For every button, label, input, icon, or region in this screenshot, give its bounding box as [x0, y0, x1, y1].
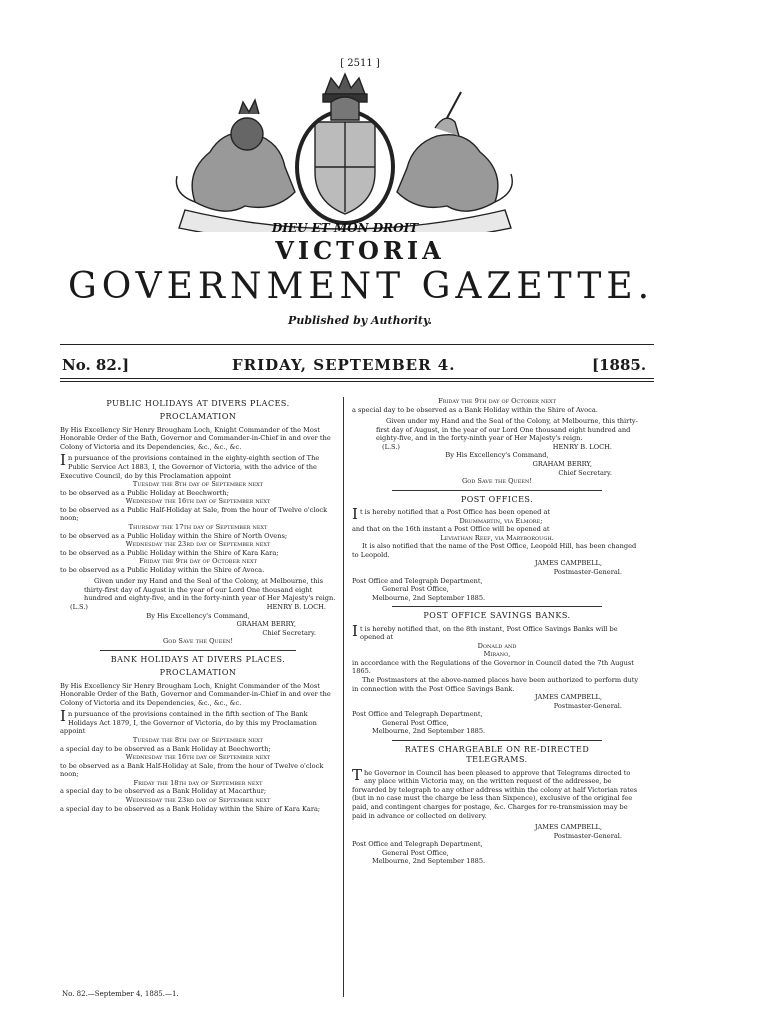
bank-holidays-heading: BANK HOLIDAYS AT DIVERS PLACES.: [110, 654, 286, 664]
post-offices-signer-title: Postmaster-General.: [553, 567, 622, 576]
public-holidays-by-line: By His Excellency Sir Henry Brougham Loch, Knight Commander of the Most Honorable Order of the Bath, Governor and Commander-in-Chief in and over the Colony of Victoria and its Dependencies, &c., &c., &c.: [60, 425, 331, 451]
issue-number: No. 82.]: [62, 356, 130, 374]
public-holiday-text-4: to be observed as a Public Holiday within the Shire of Kara Kara;: [60, 548, 279, 557]
bank-holiday-date-1: Tuesday the 8th day of September next: [132, 736, 264, 744]
public-holiday-text-2: to be observed as a Public Half-Holiday at Sale, from the hour of Twelve o'clock noon;: [60, 505, 328, 523]
public-holiday-text-3: to be observed as a Public Holiday within the Shire of North Ovens;: [60, 531, 288, 540]
public-holidays-gsq: God Save the Queen!: [162, 637, 234, 646]
column-divider: [343, 397, 344, 997]
bank-holidays-signature-line: [352, 443, 642, 452]
savings-banks-date: Melbourne, 2nd September 1885.: [372, 727, 486, 736]
savings-banks-dept: Post Office and Telegraph Department,: [352, 710, 483, 719]
post-offices-p1: It is hereby notified that a Post Office has been opened at: [352, 505, 551, 524]
savings-banks-p2: in accordance with the Regulations of the Governor in Council dated the 7th August 1865.: [352, 658, 634, 676]
section-separator: [392, 490, 602, 491]
masthead-rule-bottom: [60, 378, 654, 379]
public-holiday-text-5: to be observed as a Public Holiday within the Shire of Avoca.: [60, 565, 265, 574]
public-holiday-date-4: Wednesday the 23rd day of September next: [125, 540, 271, 549]
rates-p1: The Governor in Council has been pleased to approve that Telegrams directed to any place within Victoria may, on the written request of the addressee, be forwarded by telegraph to any other address within the colony at half Victorian rates (but in no case must the charge be less than Sixpence), exclusive of the original fee paid, and contingent charges for postage, &c. Charges for re-transmission may be paid in advance or collected on delivery.: [352, 765, 638, 820]
issue-date: FRIDAY, SEPTEMBER 4.: [232, 356, 456, 374]
bank-holidays-preamble: In pursuance of the provisions contained in the fifth section of The Bank Holidays Act 1879, I, the Governor of Victoria, do by this my Proclamation appoint: [60, 707, 317, 736]
public-holidays-heading: PUBLIC HOLIDAYS AT DIVERS PLACES.: [106, 399, 290, 408]
public-holiday-date-3: Thursday the 17th day of September next: [128, 522, 268, 531]
section-separator: [100, 650, 296, 651]
rates-office: General Post Office,: [382, 848, 449, 857]
public-holidays-preamble: In pursuance of the provisions contained in the eighty-eighth section of The Public Service Act 1883, I, the Governor of Victoria, with the advice of the Executive Council, do by this Proclamation appoint: [60, 451, 320, 480]
public-holidays-proclamation: PROCLAMATION: [159, 412, 237, 422]
post-offices-heading: POST OFFICES.: [460, 494, 534, 504]
bank-holidays-command: By His Excellency's Command,: [445, 451, 549, 460]
royal-coat-of-arms: [155, 72, 535, 236]
public-holidays-signature-line: [60, 603, 336, 612]
masthead-subtitle: Published by Authority.: [288, 314, 432, 327]
bank-holiday-text-4: a special day to be observed as a Bank Holiday within the Shire of Kara Kara;: [60, 804, 321, 813]
bank-holidays-secretary-title: Chief Secretary.: [558, 468, 612, 477]
masthead-rule-top: [60, 344, 654, 345]
rates-heading-1: RATES CHARGEABLE ON RE-DIRECTED: [404, 744, 590, 754]
public-holiday-date-1: Tuesday the 8th day of September next: [132, 480, 264, 489]
post-offices-signer: JAMES CAMPBELL,: [534, 559, 602, 568]
masthead-government-gazette: GOVERNMENT GAZETTE.: [68, 266, 655, 307]
bank-holidays-secretary: GRAHAM BERRY,: [532, 459, 592, 468]
bank-holiday-date-2: Wednesday the 16th day of September next: [125, 753, 271, 762]
bank-holidays-ls: (L.S.): [382, 442, 400, 451]
bank-holidays-signer: HENRY B. LOCH.: [552, 442, 612, 451]
public-holiday-date-2: Wednesday the 16th day of September next: [125, 497, 271, 506]
post-offices-p3: It is also notified that the name of the Post Office, Leopold Hill, has been changed to Leopold.: [352, 542, 637, 559]
savings-banks-p1: It is hereby notified that, on the 8th instant, Post Office Savings Banks will be opened at: [352, 621, 618, 642]
page-number: [ 2511 ]: [340, 58, 380, 69]
rates-heading-2: TELEGRAMS.: [466, 755, 528, 765]
savings-banks-place-2: Mirano,: [483, 650, 511, 659]
savings-banks-heading: POST OFFICE SAVINGS BANKS.: [423, 611, 571, 621]
public-holidays-command: By His Excellency's Command,: [146, 611, 250, 620]
rates-dept: Post Office and Telegraph Department,: [352, 840, 483, 849]
bank-holiday-text-5: a special day to be observed as a Bank Holiday within the Shire of Avoca.: [352, 405, 598, 414]
public-holidays-given: Given under my Hand and the Seal of the Colony, at Melbourne, this thirty-first day of August in the year of our Lord One thousand eight hundred and eighty-five, and in the forty-ninth year of Her Majesty's reign.: [84, 577, 336, 603]
issue-year: [1885.: [592, 356, 647, 374]
public-holidays-secretary: GRAHAM BERRY,: [236, 620, 296, 629]
rates-signer-title: Postmaster-General.: [553, 831, 622, 840]
right-column: [352, 397, 642, 866]
savings-banks-signer-title: Postmaster-General.: [553, 701, 622, 710]
bank-holidays-by-line: By His Excellency Sir Henry Brougham Loch, Knight Commander of the Most Honorable Order of the Bath, Governor and Commander-in-Chief in and over the Colony of Victoria and its Dependencies, &c., &c., &c.: [60, 681, 331, 707]
masthead-rule-bottom-double: [60, 381, 654, 382]
coat-of-arms-illustration: [155, 72, 535, 232]
savings-banks-signer: JAMES CAMPBELL,: [534, 693, 602, 702]
bank-holiday-date-5: Friday the 9th day of October next: [438, 397, 556, 405]
rates-date: Melbourne, 2nd September 1885.: [372, 857, 486, 866]
section-separator: [392, 606, 602, 607]
bank-holiday-date-4: Wednesday the 23rd day of September next: [125, 795, 271, 804]
left-column: [60, 397, 336, 813]
post-offices-place-1: Drummartin, via Elmore;: [459, 516, 543, 525]
bank-holiday-date-3: Friday the 18th day of September next: [133, 778, 263, 787]
bank-holidays-proclamation: PROCLAMATION: [159, 668, 237, 678]
rates-signer: JAMES CAMPBELL,: [534, 823, 602, 832]
savings-banks-place-1: Donald and: [477, 641, 517, 650]
post-offices-date: Melbourne, 2nd September 1885.: [372, 593, 486, 602]
bank-holiday-text-3: a special day to be observed as a Bank Holiday at Macarthur;: [60, 787, 267, 796]
bank-holiday-text-1: a special day to be observed as a Bank Holiday at Beechworth;: [60, 744, 271, 753]
post-offices-p2: and that on the 16th instant a Post Office will be opened at: [352, 525, 550, 534]
page-footer: No. 82.—September 4, 1885.—1.: [62, 990, 179, 998]
savings-banks-office: General Post Office,: [382, 718, 449, 727]
masthead-victoria: VICTORIA: [275, 236, 445, 265]
savings-banks-p3: The Postmasters at the above-named places have been authorized to perform duty in connection with the Post Office Savings Bank.: [352, 675, 639, 693]
public-holidays-signer: HENRY B. LOCH.: [266, 603, 326, 612]
public-holidays-secretary-title: Chief Secretary.: [262, 628, 316, 637]
public-holiday-date-5: Friday the 9th day of October next: [139, 557, 257, 566]
post-offices-place-2: Leviathan Reef, via Maryborough.: [440, 533, 554, 542]
post-offices-dept: Post Office and Telegraph Department,: [352, 576, 483, 585]
bank-holidays-gsq: God Save the Queen!: [461, 477, 533, 486]
bank-holidays-given: Given under my Hand and the Seal of the Colony, at Melbourne, this thirty-first day of August, in the year of our Lord One thousand eight hundred and eighty-five, and in the forty-ninth year of Her Majesty's reign.: [376, 417, 638, 443]
crest-motto: DIEU ET MON DROIT: [271, 221, 419, 232]
public-holiday-text-1: to be observed as a Public Holiday at Beechworth;: [60, 488, 229, 497]
public-holidays-ls: (L.S.): [70, 603, 88, 612]
section-separator: [392, 740, 602, 741]
post-offices-office: General Post Office,: [382, 585, 449, 594]
bank-holiday-text-2: to be observed as a Bank Half-Holiday at Sale, from the hour of Twelve o'clock noon;: [60, 761, 324, 779]
